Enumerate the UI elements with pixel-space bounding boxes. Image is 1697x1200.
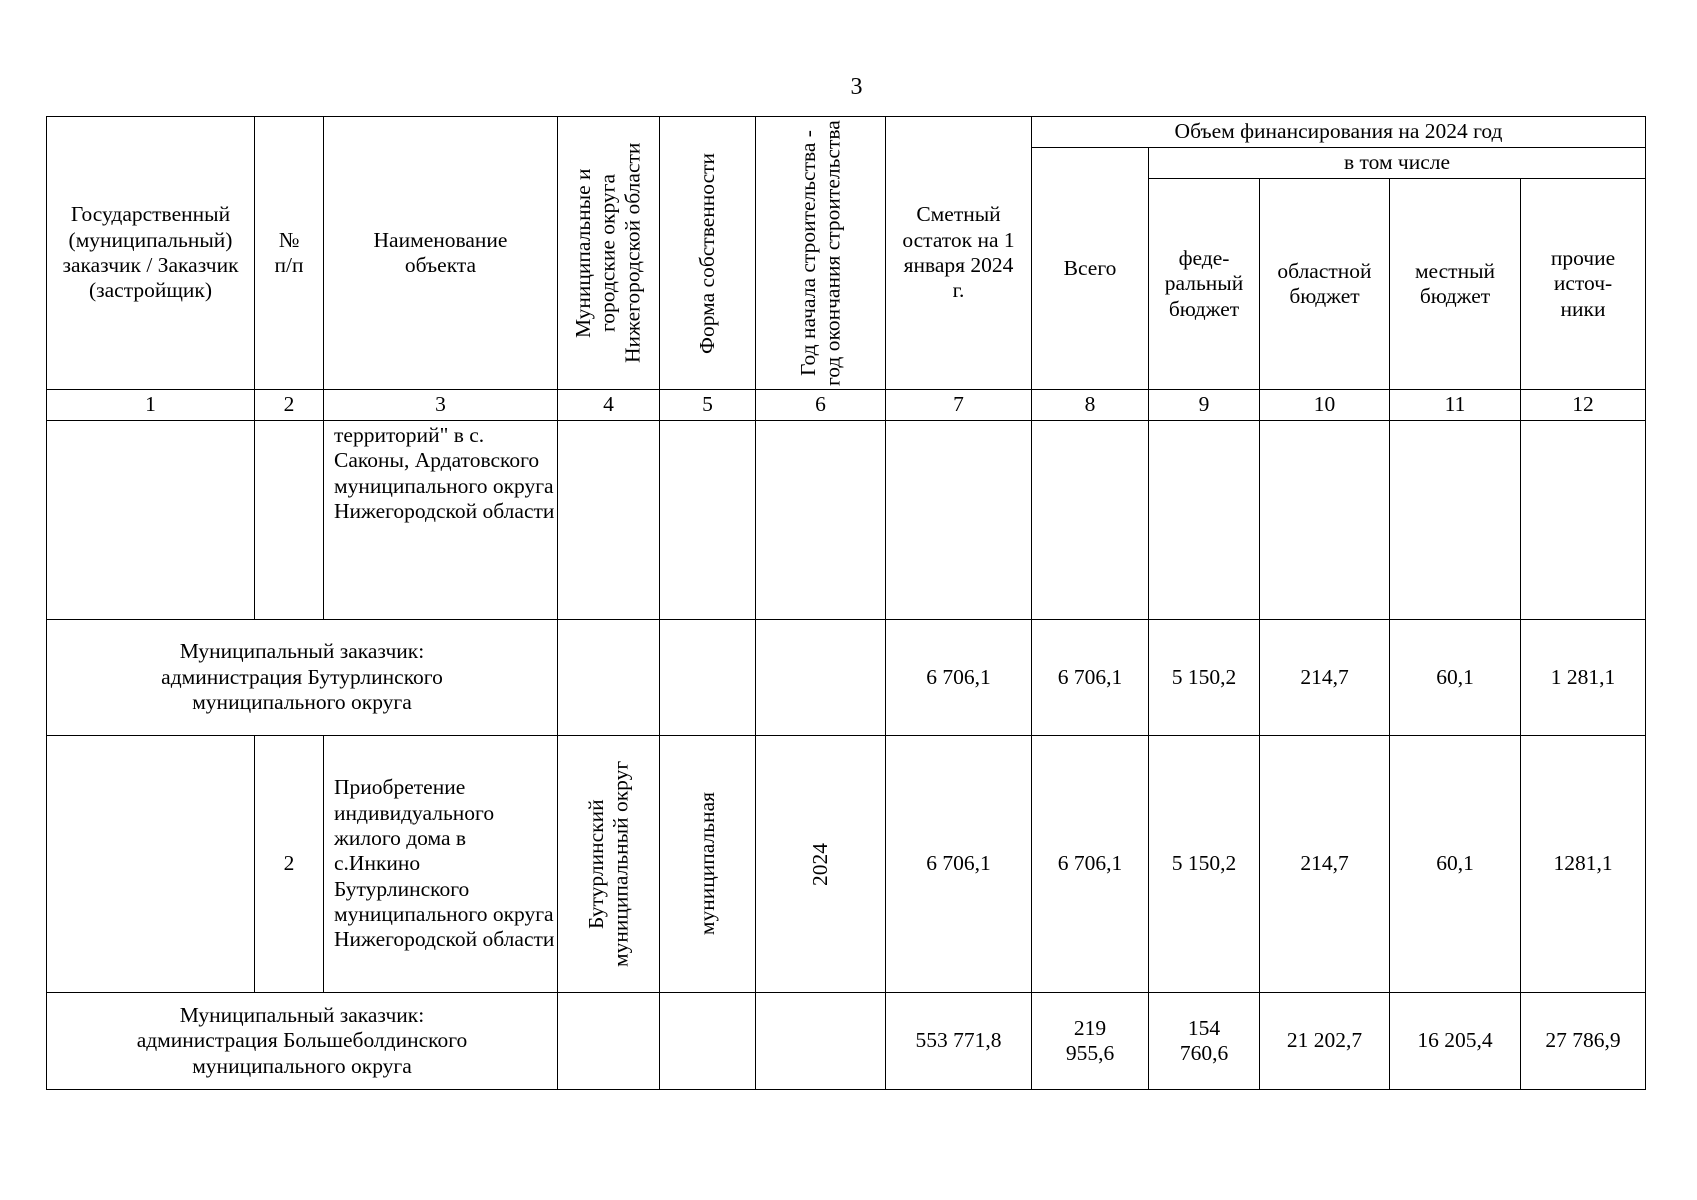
col-num: 9: [1149, 390, 1260, 421]
estimate-value: 553 771,8: [886, 993, 1032, 1090]
object-name-continued: территорий" в с. Саконы, Ардатовского муниципального округа Нижегородской области: [324, 421, 558, 620]
col-num: 7: [886, 390, 1032, 421]
other-value: 1281,1: [1521, 736, 1646, 993]
col-num: 1: [47, 390, 255, 421]
header-ownership: Форма собственности: [695, 152, 720, 354]
col-num: 8: [1032, 390, 1149, 421]
district-text: Бутурлинский муниципальный округ: [583, 760, 633, 968]
estimate-value: 6 706,1: [886, 736, 1032, 993]
col-num: 5: [660, 390, 756, 421]
col-num: 12: [1521, 390, 1646, 421]
other-value: 1 281,1: [1521, 620, 1646, 736]
regional-value: 214,7: [1260, 620, 1390, 736]
header-federal: феде-ральный бюджет: [1149, 179, 1260, 390]
total-value: 219 955,6: [1032, 993, 1149, 1090]
total-value: 6 706,1: [1032, 736, 1149, 993]
col-num: 10: [1260, 390, 1390, 421]
page-number: 3: [850, 74, 863, 100]
customer-label: Муниципальный заказчик: администрация Большеболдинского муниципального округа: [47, 993, 558, 1090]
ownership-cell: [660, 736, 756, 993]
federal-value: 5 150,2: [1149, 736, 1260, 993]
header-regional: областной бюджет: [1260, 179, 1390, 390]
header-customer: Государственный (муниципальный) заказчик / Заказчик (застройщик): [47, 117, 255, 390]
customer-group-row: [47, 993, 1646, 1090]
header-financing: Объем финансирования на 2024 год: [1032, 117, 1646, 148]
federal-value: 5 150,2: [1149, 620, 1260, 736]
table-row: [47, 736, 1646, 993]
table-row: [47, 421, 1646, 620]
local-value: 60,1: [1390, 736, 1521, 993]
header-years: Год начала строительства - год окончания строительства: [795, 120, 845, 386]
column-numbers-row: [47, 390, 1646, 421]
years-cell: [756, 736, 886, 993]
header-estimate: Сметный остаток на 1 января 2024 г.: [886, 117, 1032, 390]
other-value: 27 786,9: [1521, 993, 1646, 1090]
col-num: 4: [558, 390, 660, 421]
local-value: 16 205,4: [1390, 993, 1521, 1090]
ownership-text: муниципальная: [695, 792, 720, 936]
header-object-name: Наименование объекта: [324, 117, 558, 390]
header-years-cell: [756, 117, 886, 390]
header-local: местный бюджет: [1390, 179, 1521, 390]
financing-table: [46, 116, 1646, 1090]
header-total: Всего: [1032, 148, 1149, 390]
header-other: прочие источ-ники: [1521, 179, 1646, 390]
col-num: 11: [1390, 390, 1521, 421]
header-including: в том числе: [1149, 148, 1646, 179]
regional-value: 21 202,7: [1260, 993, 1390, 1090]
header-number: № п/п: [255, 117, 324, 390]
header-ownership-cell: [660, 117, 756, 390]
local-value: 60,1: [1390, 620, 1521, 736]
header-districts-cell: [558, 117, 660, 390]
federal-value: 154 760,6: [1149, 993, 1260, 1090]
header-districts: Муниципальные и городские округа Нижегородской области: [571, 142, 645, 364]
item-number: 2: [255, 736, 324, 993]
years-text: 2024: [808, 842, 833, 886]
total-value: 6 706,1: [1032, 620, 1149, 736]
col-num: 6: [756, 390, 886, 421]
object-name: Приобретение индивидуального жилого дома в с.Инкино Бутурлинского муниципального округа Нижегородской области: [324, 736, 558, 993]
customer-label: Муниципальный заказчик: администрация Бутурлинского муниципального округа: [47, 620, 558, 736]
district-cell: [558, 736, 660, 993]
regional-value: 214,7: [1260, 736, 1390, 993]
col-num: 3: [324, 390, 558, 421]
customer-group-row: [47, 620, 1646, 736]
col-num: 2: [255, 390, 324, 421]
estimate-value: 6 706,1: [886, 620, 1032, 736]
